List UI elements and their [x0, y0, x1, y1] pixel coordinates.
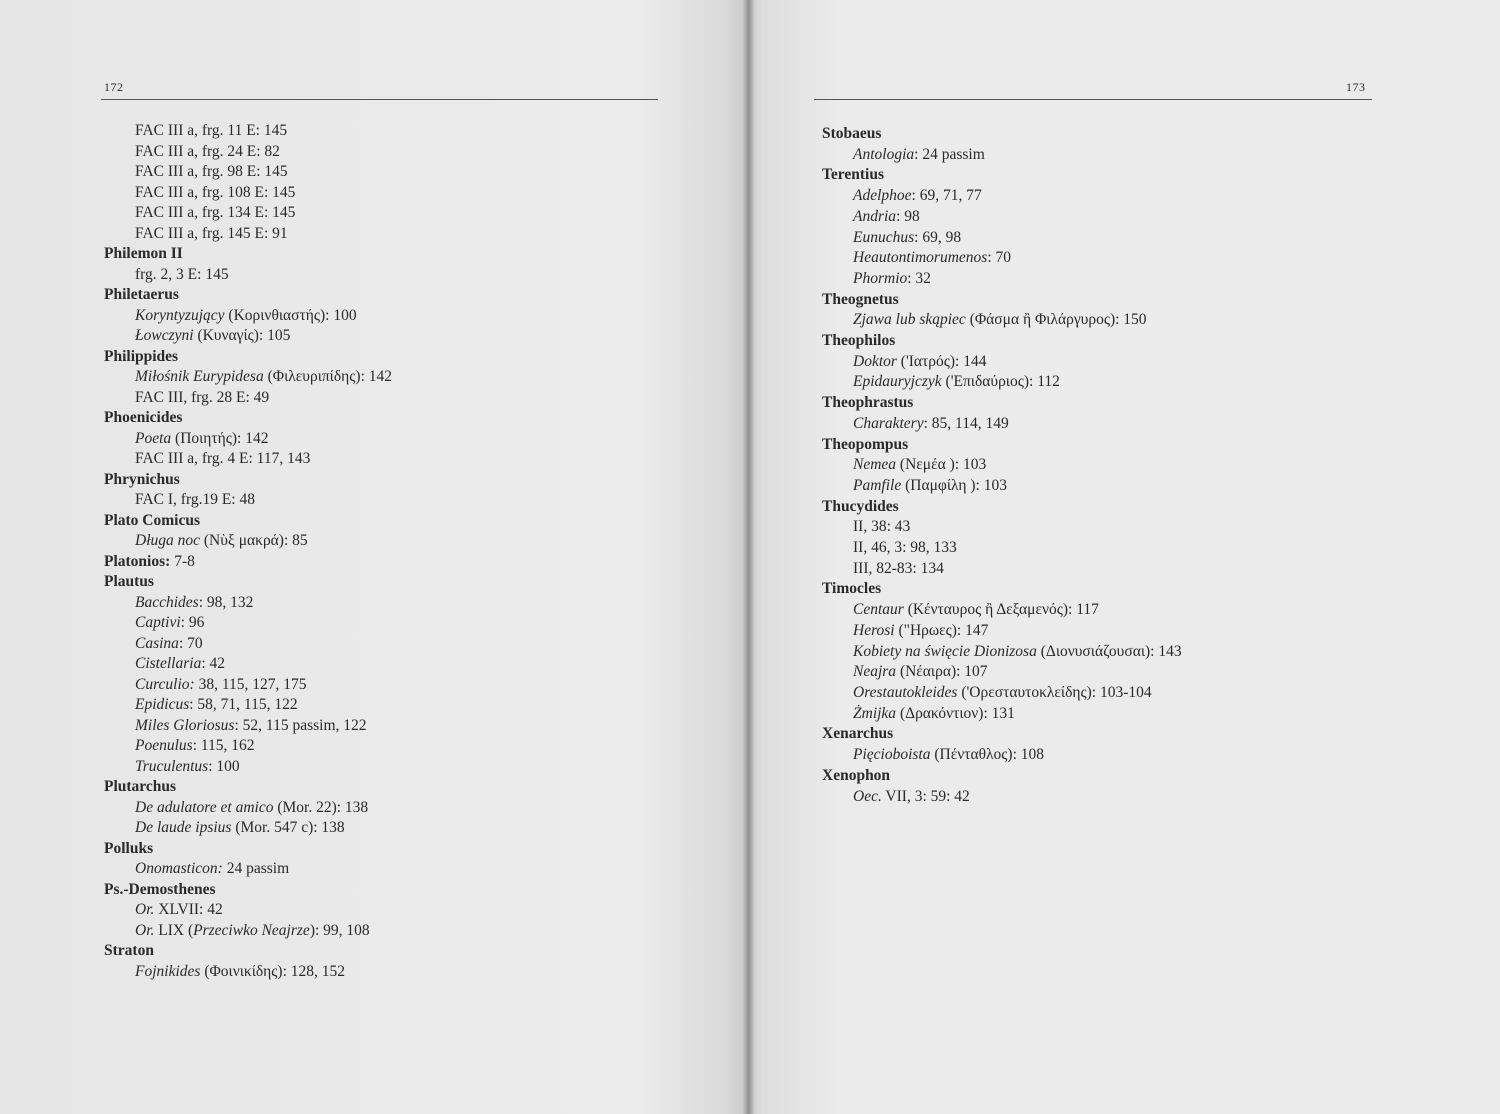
author-name: Straton	[104, 942, 154, 959]
work-title: Charaktery	[853, 414, 924, 432]
work-reference: : 98	[896, 207, 920, 225]
left-page	[0, 0, 748, 1114]
author-name: Phrynichus	[104, 470, 180, 488]
index-author-heading	[104, 511, 392, 532]
work-title: Przeciwko Neajrze	[193, 921, 310, 939]
work-title: Oec.	[853, 787, 882, 805]
index-author-heading	[104, 777, 392, 798]
work-reference: 38, 115, 127, 175	[194, 675, 307, 693]
work-title: Cistellaria	[135, 655, 202, 672]
index-work-entry	[822, 559, 1182, 580]
work-title: Miłośnik Eurypidesa	[135, 368, 264, 385]
author-name: Xenophon	[822, 766, 891, 784]
index-work-entry	[822, 269, 1182, 290]
page-number-left: 172	[104, 80, 124, 94]
work-reference: ("Ηρωες): 147	[894, 621, 989, 639]
index-work-entry	[104, 716, 392, 737]
work-reference: XLVII: 42	[154, 901, 223, 918]
work-reference: : 24 passim	[914, 145, 985, 163]
work-reference: : 69, 98	[914, 228, 962, 246]
work-title: Kobiety na święcie Dionizosa	[853, 642, 1037, 660]
index-work-entry	[822, 186, 1182, 207]
work-title: Antologia	[853, 145, 915, 163]
work-title: Pięcioboista	[853, 746, 931, 764]
author-name: Philetaerus	[104, 286, 179, 303]
work-title: Herosi	[853, 621, 895, 639]
index-work-entry	[822, 228, 1182, 249]
index-work-entry	[104, 634, 392, 655]
index-work-entry	[822, 207, 1182, 228]
author-name: Platonios:	[104, 552, 171, 570]
work-title: Adelphoe	[853, 187, 912, 205]
work-reference: : 52, 115 passim, 122	[234, 716, 367, 734]
index-work-entry	[104, 695, 392, 716]
index-work-entry	[104, 224, 392, 245]
work-reference: ('Ιατρός): 144	[896, 352, 987, 370]
work-reference: : 42	[201, 655, 226, 672]
book-gutter	[742, 0, 754, 1114]
index-work-entry	[822, 538, 1182, 559]
work-title: Długa noc	[135, 532, 201, 549]
work-reference: ): 99, 108	[309, 921, 370, 939]
index-work-entry	[104, 613, 392, 634]
work-title: Casina	[135, 634, 179, 652]
index-author-heading	[822, 724, 1182, 745]
work-reference: II, 46, 3: 98, 133	[853, 539, 957, 557]
work-reference: (Νεμέα ): 103	[896, 456, 987, 474]
index-author-heading	[104, 941, 392, 962]
index-work-entry	[104, 142, 392, 163]
author-name: Stobaeus	[822, 125, 882, 142]
index-work-entry	[822, 787, 1182, 808]
work-reference: II, 38: 43	[853, 518, 911, 536]
header-rule-right	[814, 99, 1372, 100]
index-work-entry	[822, 662, 1182, 683]
index-author-heading	[104, 408, 392, 429]
index-work-entry	[104, 183, 392, 204]
index-work-entry	[104, 449, 392, 470]
work-title: Eunuchus	[853, 228, 915, 246]
author-name: Timocles	[822, 580, 882, 598]
page-reference: 7-8	[170, 552, 195, 570]
index-work-entry	[104, 654, 392, 675]
index-work-entry	[822, 372, 1182, 393]
index-list-right	[822, 124, 1182, 807]
work-reference: (Φοινικίδης): 128, 152	[200, 962, 346, 980]
work-reference: : 58, 71, 115, 122	[189, 696, 298, 713]
work-reference: FAC III a, frg. 11 E: 145	[135, 122, 288, 139]
work-reference: (Παμφίλη ): 103	[901, 476, 1007, 494]
work-reference: FAC III a, frg. 98 E: 145	[135, 163, 288, 180]
work-title: Łowczyni	[135, 327, 194, 344]
index-author-heading	[104, 880, 392, 901]
index-author-heading	[104, 552, 392, 573]
index-author-heading	[822, 435, 1182, 456]
work-title: Andria	[853, 207, 897, 225]
work-reference: : 98, 132	[198, 593, 254, 611]
work-reference: (Φιλευριπίδης): 142	[263, 368, 392, 385]
index-author-heading	[822, 497, 1182, 518]
index-work-entry	[822, 476, 1182, 497]
index-work-entry	[104, 490, 392, 511]
work-title: Epidauryjczyk	[853, 373, 942, 391]
work-reference: III, 82-83: 134	[853, 559, 944, 577]
index-author-heading	[104, 244, 392, 265]
index-work-entry	[822, 600, 1182, 621]
index-work-entry	[104, 265, 392, 286]
author-name: Philippides	[104, 347, 179, 365]
index-work-entry	[104, 593, 392, 614]
author-name: Theophrastus	[822, 394, 914, 412]
author-name: Ps.-Demosthenes	[104, 880, 216, 898]
work-title: Bacchides	[135, 593, 199, 611]
work-title: Phormio	[853, 269, 908, 287]
work-title: Doktor	[853, 352, 897, 370]
work-title: De adulatore et amico	[135, 798, 274, 816]
index-work-entry	[822, 248, 1182, 269]
work-reference: LIX (	[154, 921, 194, 939]
index-author-heading	[104, 285, 392, 306]
work-title: Poeta	[135, 429, 172, 447]
index-work-entry	[104, 736, 392, 757]
index-work-entry	[822, 642, 1182, 663]
index-work-entry	[104, 162, 392, 183]
author-name: Theophilos	[822, 332, 896, 350]
index-work-entry	[104, 900, 392, 921]
index-work-entry	[104, 326, 392, 347]
author-name: Plutarchus	[104, 778, 177, 795]
header-rule-left	[101, 99, 658, 100]
author-name: Polluks	[104, 839, 154, 857]
index-work-entry	[104, 675, 392, 696]
index-author-heading	[822, 331, 1182, 352]
work-reference: FAC III, frg. 28 E: 49	[135, 388, 270, 406]
work-title: Żmijka	[853, 704, 897, 722]
work-reference: (Κένταυρος ἢ Δεξαμενός): 117	[903, 601, 1099, 619]
index-author-heading	[822, 393, 1182, 414]
index-work-entry	[104, 531, 392, 552]
work-reference: (Νὺξ μακρά): 85	[200, 532, 308, 549]
index-work-entry	[822, 455, 1182, 476]
index-work-entry	[104, 798, 392, 819]
index-list-left	[104, 121, 392, 982]
index-work-entry	[104, 306, 392, 327]
index-work-entry	[104, 921, 392, 942]
index-work-entry	[822, 352, 1182, 373]
index-author-heading	[822, 165, 1182, 186]
work-title: Pamfile	[853, 476, 902, 494]
work-title: Heautontimorumenos	[853, 249, 988, 267]
work-reference: (Διονυσιάζουσαι): 143	[1036, 642, 1182, 660]
index-work-entry	[104, 388, 392, 409]
author-name: Theognetus	[822, 290, 899, 308]
index-work-entry	[822, 683, 1182, 704]
index-work-entry	[822, 145, 1182, 166]
work-reference: FAC III a, frg. 145 E: 91	[135, 224, 288, 242]
work-title: Epidicus	[135, 696, 190, 713]
index-author-heading	[822, 766, 1182, 787]
index-work-entry	[822, 414, 1182, 435]
index-work-entry	[104, 818, 392, 839]
work-reference: frg. 2, 3 E: 145	[135, 265, 229, 283]
index-work-entry	[104, 859, 392, 880]
index-author-heading	[104, 572, 392, 593]
index-author-heading	[104, 470, 392, 491]
work-reference: (Mor. 22): 138	[273, 798, 369, 816]
index-author-heading	[822, 290, 1182, 311]
work-reference: : 69, 71, 77	[911, 187, 982, 205]
author-name: Theopompus	[822, 435, 909, 453]
work-reference: ('Επιδαύριος): 112	[941, 373, 1060, 391]
work-reference: 24 passim	[222, 860, 290, 877]
work-title: Onomasticon:	[135, 860, 223, 877]
work-reference: (Δρακόντιον): 131	[896, 704, 1015, 722]
work-title: Koryntyzujący	[135, 306, 225, 324]
work-reference: : 100	[208, 757, 240, 775]
index-work-entry	[104, 962, 392, 983]
work-title: De laude ipsius	[135, 819, 232, 836]
work-title: Orestautokleides	[853, 683, 958, 701]
work-title: Zjawa lub skąpiec	[853, 311, 966, 329]
work-reference: FAC III a, frg. 134 E: 145	[135, 204, 296, 221]
index-work-entry	[822, 621, 1182, 642]
work-reference: (Φάσμα ἢ Φιλάργυρος): 150	[965, 311, 1147, 329]
right-page	[748, 0, 1500, 1114]
work-title: Captivi	[135, 614, 181, 631]
index-author-heading	[104, 839, 392, 860]
work-title: Nemea	[853, 456, 897, 474]
work-reference: : 96	[180, 614, 205, 631]
work-title: Fojnikides	[135, 962, 201, 980]
index-author-heading	[822, 579, 1182, 600]
work-reference: FAC III a, frg. 108 E: 145	[135, 183, 296, 201]
index-work-entry	[104, 203, 392, 224]
work-reference: FAC III a, frg. 4 E: 117, 143	[135, 450, 311, 467]
work-reference: : 85, 114, 149	[923, 414, 1009, 432]
author-name: Phoenicides	[104, 409, 183, 426]
work-reference: (Mor. 547 c): 138	[231, 819, 345, 836]
work-title: Or.	[135, 921, 155, 939]
index-work-entry	[104, 121, 392, 142]
work-title: Centaur	[853, 601, 904, 619]
work-reference: (Κορινθιαστής): 100	[224, 306, 357, 324]
work-reference: FAC I, frg.19 E: 48	[135, 491, 255, 508]
work-reference: (Κυναγίς): 105	[193, 327, 291, 344]
work-reference: : 70	[178, 634, 203, 652]
work-reference: : 70	[987, 249, 1012, 267]
index-work-entry	[822, 517, 1182, 538]
work-title: Poenulus	[135, 737, 193, 754]
work-reference: VII, 3: 59: 42	[881, 787, 970, 805]
page-number-right: 173	[1346, 80, 1366, 94]
work-title: Curculio:	[135, 675, 195, 693]
index-work-entry	[822, 310, 1182, 331]
author-name: Thucydides	[822, 497, 899, 515]
work-reference: ('Ορεσταυτοκλείδης): 103-104	[957, 683, 1152, 701]
author-name: Plautus	[104, 573, 154, 590]
index-work-entry	[104, 429, 392, 450]
author-name: Terentius	[822, 166, 885, 184]
work-reference: (Ποιητής): 142	[171, 429, 269, 447]
work-reference: : 32	[907, 269, 931, 287]
index-author-heading	[104, 347, 392, 368]
work-title: Or.	[135, 901, 155, 918]
author-name: Plato Comicus	[104, 511, 201, 529]
author-name: Xenarchus	[822, 725, 894, 743]
work-reference: (Νέαιρα): 107	[896, 663, 988, 681]
work-title: Miles Gloriosus	[135, 716, 235, 734]
work-reference: FAC III a, frg. 24 E: 82	[135, 142, 280, 160]
work-title: Neajra	[853, 663, 897, 681]
work-reference: (Πένταθλος): 108	[930, 746, 1045, 764]
index-work-entry	[822, 704, 1182, 725]
work-title: Truculentus	[135, 757, 209, 775]
index-work-entry	[822, 745, 1182, 766]
index-work-entry	[104, 367, 392, 388]
index-author-heading	[822, 124, 1182, 145]
work-reference: : 115, 162	[192, 737, 255, 754]
index-work-entry	[104, 757, 392, 778]
author-name: Philemon II	[104, 245, 183, 262]
